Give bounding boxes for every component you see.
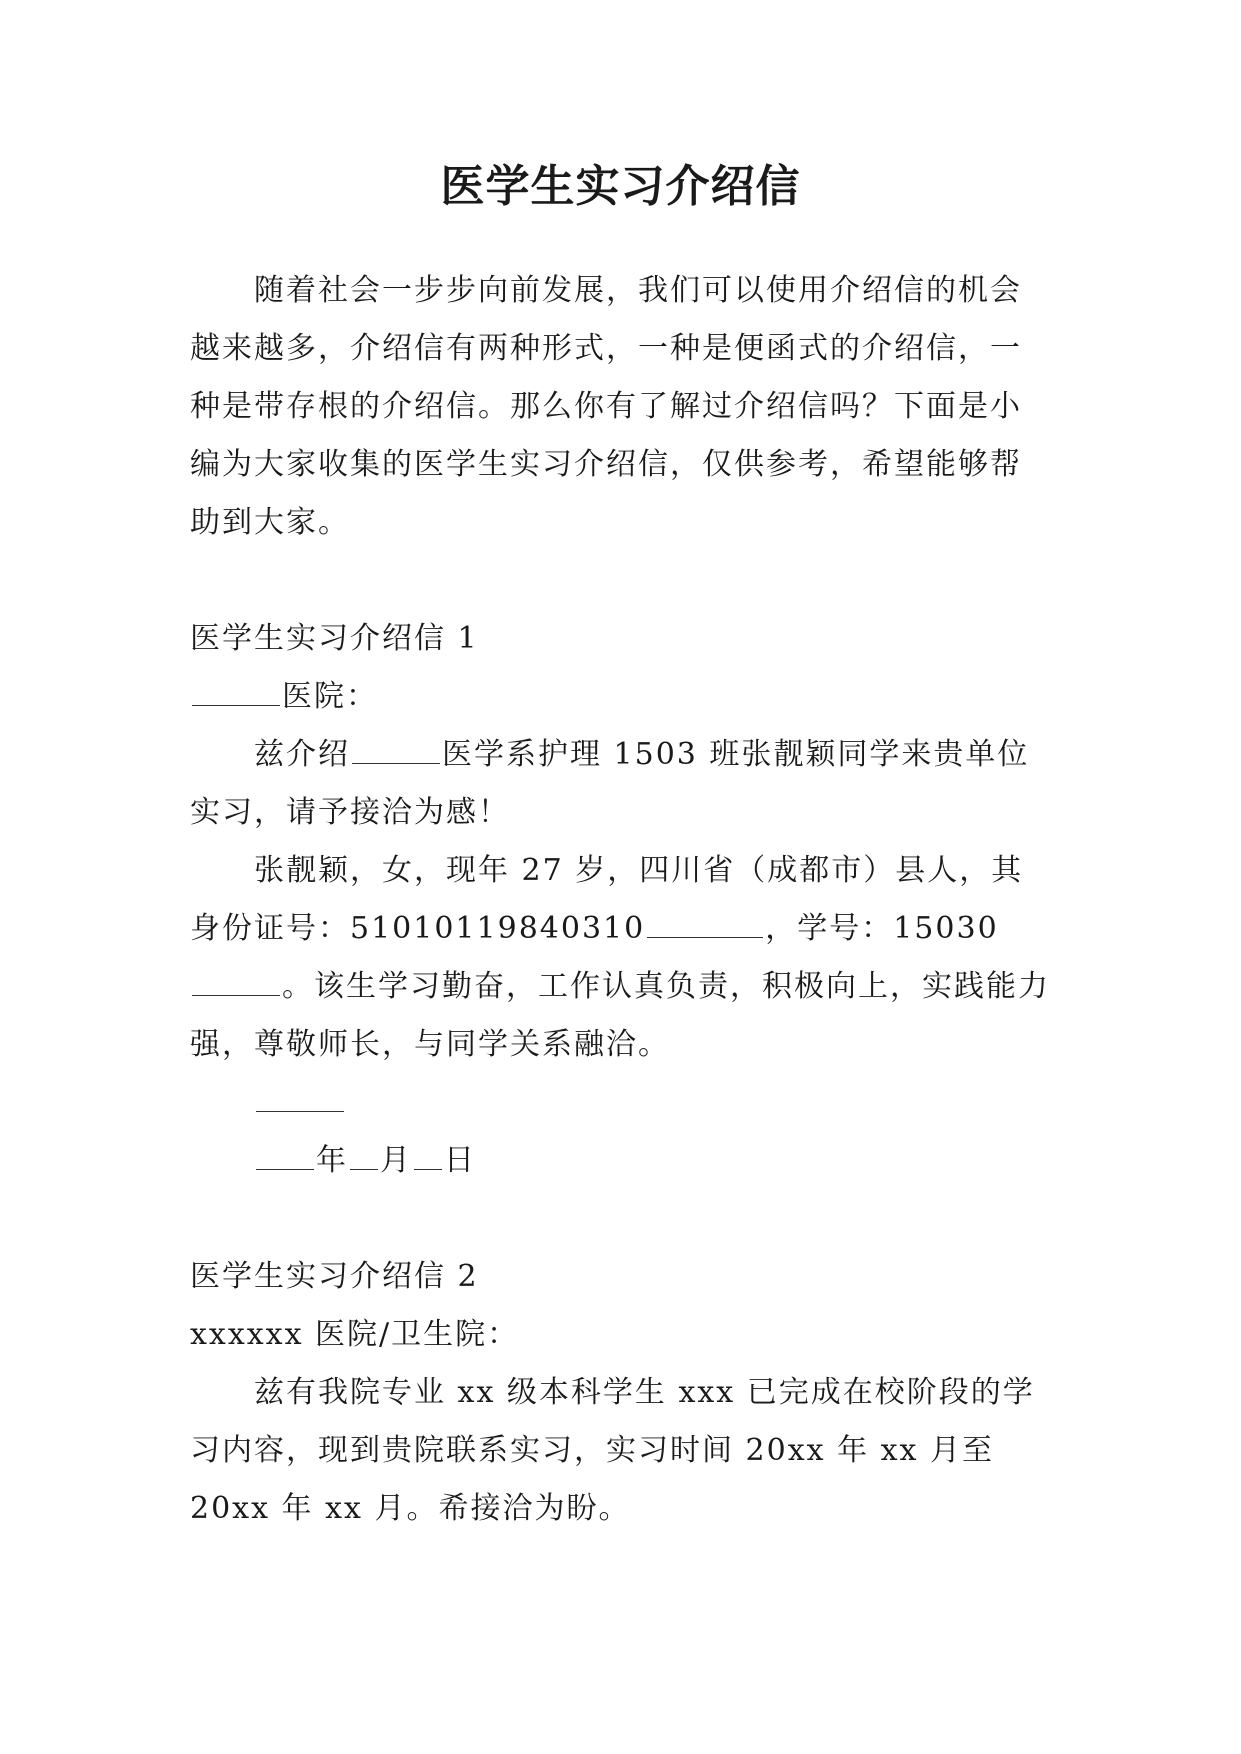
blank-line	[414, 1168, 442, 1170]
letter1-paragraph-2	[190, 842, 1050, 1074]
document-title: 医学生实习介绍信	[440, 161, 801, 212]
letter1-p1-prefix: 兹介绍	[254, 737, 350, 772]
letter1-p1-suffix: 医学系护理 1503 班张靓颖同学来贵单位实习，请予接洽为感！	[190, 737, 1030, 830]
blank-line	[192, 994, 280, 996]
blank-line	[192, 704, 280, 706]
intro-paragraph: 随着社会一步步向前发展，我们可以使用介绍信的机会越来越多，介绍信有两种形式，一种是便函式的介绍信，一种是带存根的介绍信。那么你有了解过介绍信吗？下面是小编为大家收集的医学生实习介绍信，仅供参考，希望能够帮助到大家。	[190, 273, 1022, 540]
letter2-heading: 医学生实习介绍信 2	[190, 1259, 479, 1294]
letter1-p2-a: 张靓颖，女，现年 27 岁，四川省（成都市）县人，其身份证号：51010119840310	[190, 853, 1024, 946]
date-line	[190, 1132, 1050, 1190]
blank-line	[256, 1110, 344, 1112]
letter2-salutation: xxxxxx 医院/卫生院：	[190, 1317, 520, 1352]
signature-line	[190, 1074, 1050, 1132]
letter1-salutation-text: 医院：	[282, 679, 378, 714]
spacer	[190, 1190, 1050, 1248]
letter1-salutation	[190, 668, 1050, 726]
date-day-label: 日	[444, 1143, 476, 1178]
blank-line	[350, 1168, 378, 1170]
date-month-label: 月	[380, 1143, 412, 1178]
date-year-label: 年	[316, 1143, 348, 1178]
letter1-paragraph-1	[190, 726, 1050, 842]
document-body	[190, 262, 1050, 1538]
letter1-p2-c: 。该生学习勤奋，工作认真负责，积极向上，实践能力强，尊敬师长，与同学关系融洽。	[190, 969, 1050, 1062]
blank-line	[352, 762, 440, 764]
blank-line	[256, 1168, 314, 1170]
letter1-p2-b: ，学号：15030	[765, 911, 999, 946]
spacer	[190, 552, 1050, 610]
letter1-heading: 医学生实习介绍信 1	[190, 621, 479, 656]
blank-line	[647, 936, 763, 938]
letter2-paragraph-1: 兹有我院专业 xx 级本科学生 xxx 已完成在校阶段的学习内容，现到贵院联系实习，实习时间 20xx 年 xx 月至 20xx 年 xx 月。希接洽为盼。	[190, 1375, 1035, 1526]
